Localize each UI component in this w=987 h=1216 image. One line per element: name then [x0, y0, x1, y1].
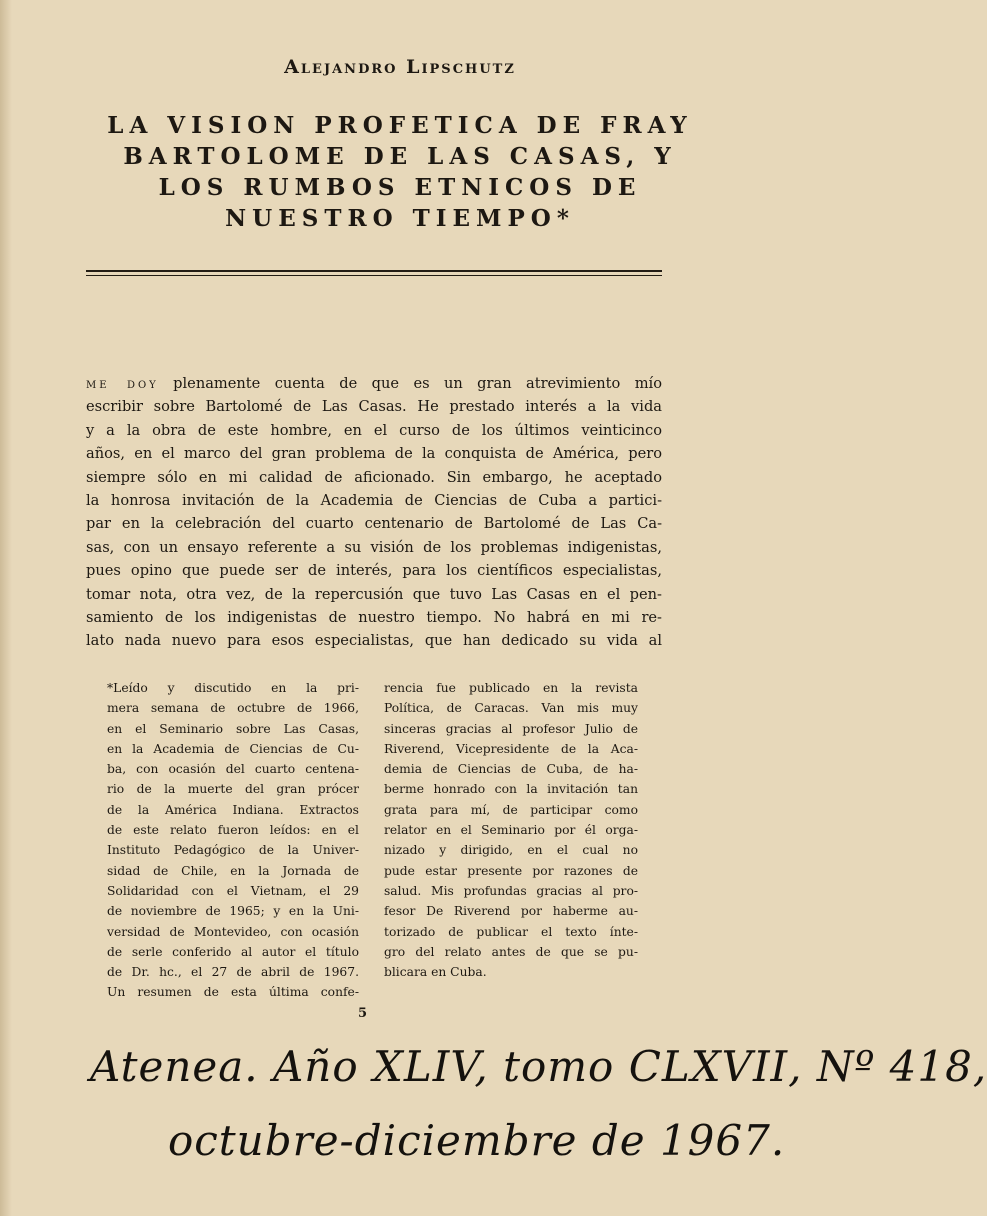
body-paragraph — [86, 372, 662, 653]
title-divider — [86, 270, 662, 276]
footnote-line: de Dr. hc., el 27 de abril de 1967. — [107, 965, 359, 980]
body-line — [86, 372, 662, 395]
body-line: escribir sobre Bartolomé de Las Casas. He prestado interés a la vida — [86, 398, 662, 416]
footnote-line: relator en el Seminario por él orga- — [384, 823, 638, 838]
body-line: pues opino que puede ser de interés, para los científicos especialistas, — [86, 562, 662, 580]
page-number: 5 — [358, 1006, 368, 1021]
title-line: BARTOLOME DE LAS CASAS, Y — [123, 143, 677, 170]
body-line: par en la celebración del cuarto centenario de Bartolomé de Las Ca- — [86, 515, 662, 533]
body-opener: me doy — [86, 375, 159, 392]
footnote-line: Un resumen de esta última confe- — [107, 985, 359, 1000]
footnote-line: torizado de publicar el texto ínte- — [384, 924, 638, 939]
footnote-line: pude estar presente por razones de — [384, 863, 638, 878]
footnote-line: sinceras gracias al profesor Julio de — [384, 721, 638, 736]
footnote-line: grata para mí, de participar como — [384, 802, 638, 817]
footnote-line: salud. Mis profundas gracias al pro- — [384, 883, 638, 898]
body-line: samiento de los indigenistas de nuestro tiempo. No habrá en mi re- — [86, 609, 662, 627]
footnote-line: versidad de Montevideo, con ocasión — [107, 924, 359, 939]
page-edge-shadow — [0, 0, 12, 1216]
footnote-line: en el Seminario sobre Las Casas, — [107, 721, 359, 736]
footnote-line: ba, con ocasión del cuarto centena- — [107, 762, 359, 777]
footnote-line: Instituto Pedagógico de la Univer- — [107, 843, 359, 858]
footnote-line: nizado y dirigido, en el cual no — [384, 843, 638, 858]
footnote-line: de serle conferido al autor el título — [107, 944, 359, 959]
footnote-column-left — [107, 678, 359, 1003]
title-line: LOS RUMBOS ETNICOS DE — [158, 174, 642, 201]
body-line: lato nada nuevo para esos especialistas, que han dedicado su vida al — [86, 632, 662, 650]
author-name: Alejandro Lipschutz — [284, 56, 516, 78]
title-line: NUESTRO TIEMPO* — [225, 205, 575, 232]
footnote-line: fesor De Riverend por haberme au- — [384, 904, 638, 919]
footnote-column-right — [384, 678, 638, 982]
footnote-line: *Leído y discutido en la pri- — [107, 681, 359, 695]
footnote-line: Solidaridad con el Vietnam, el 29 — [107, 883, 359, 898]
footnote-line: berme honrado con la invitación tan — [384, 782, 638, 797]
footnote-line: rio de la muerte del gran prócer — [107, 782, 359, 797]
footnote-line: blicara en Cuba. — [384, 965, 487, 980]
footnote-line: de la América Indiana. Extractos — [107, 802, 359, 817]
body-line: y a la obra de este hombre, en el curso de los últimos veinticinco — [86, 421, 662, 439]
footnote-line: rencia fue publicado en la revista — [384, 681, 638, 695]
footnote-line: de este relato fueron leídos: en el — [107, 823, 359, 838]
body-line: siempre sólo en mi calidad de aficionado. Sin embargo, he aceptado — [86, 468, 662, 486]
footnote-line: demia de Ciencias de Cuba, de ha- — [384, 762, 638, 777]
handwritten-citation — [90, 1030, 987, 1178]
footnote-line: Política, de Caracas. Van mis muy — [384, 701, 638, 716]
footnote-line: en la Academia de Ciencias de Cu- — [107, 741, 359, 756]
body-line: años, en el marco del gran problema de la conquista de América, pero — [86, 445, 662, 463]
body-line: sas, con un ensayo referente a su visión de los problemas indigenistas, — [86, 538, 662, 556]
body-line-text: plenamente cuenta de que es un gran atrevimiento mío — [158, 375, 662, 392]
title-line: LA VISION PROFETICA DE FRAY — [107, 112, 693, 139]
article-title — [60, 110, 740, 234]
handwritten-line: octubre-diciembre de 1967. — [168, 1116, 786, 1165]
footnote-line: gro del relato antes de que se pu- — [384, 944, 638, 959]
footnote-line: sidad de Chile, en la Jornada de — [107, 863, 359, 878]
body-line: tomar nota, otra vez, de la repercusión que tuvo Las Casas en el pen- — [86, 585, 662, 603]
footnote-line: Riverend, Vicepresidente de la Aca- — [384, 741, 638, 756]
footnote-line: de noviembre de 1965; y en la Uni- — [107, 904, 359, 919]
body-line: la honrosa invitación de la Academia de Ciencias de Cuba a partici- — [86, 492, 662, 510]
footnote-line: mera semana de octubre de 1966, — [107, 701, 359, 716]
handwritten-line: Atenea. Año XLIV, tomo CLXVII, Nº 418, — [90, 1042, 987, 1091]
